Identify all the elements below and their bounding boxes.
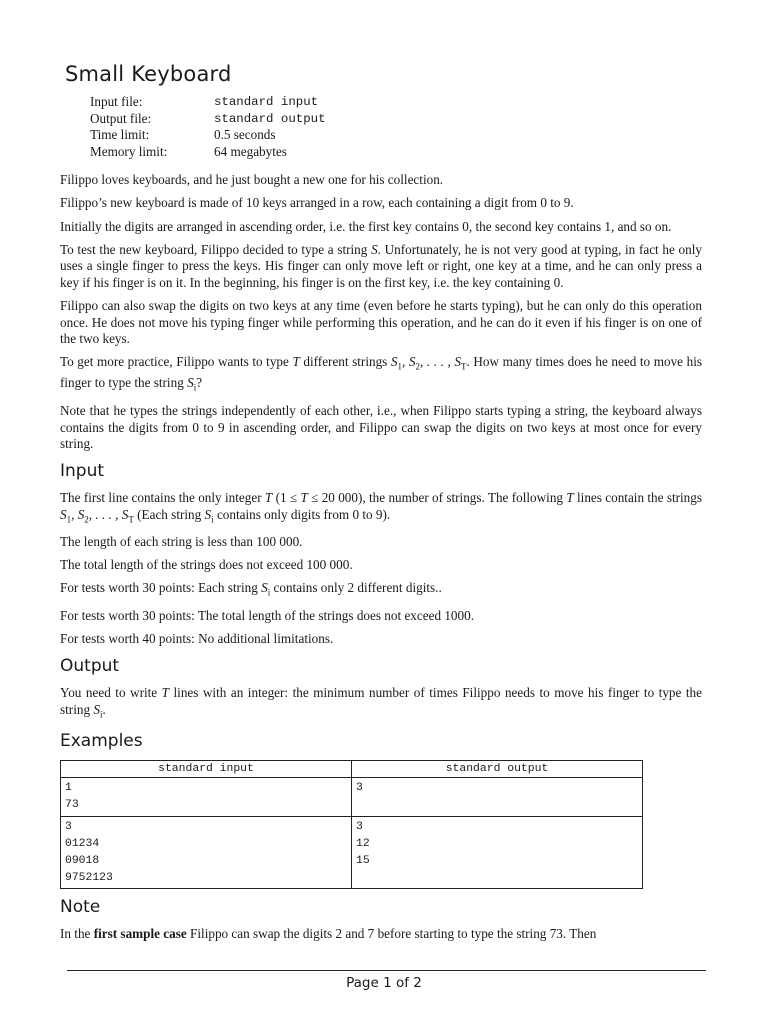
- problem-page: [60, 62, 702, 949]
- example-line: 15: [356, 854, 370, 867]
- statement-paragraph: Filippo’s new keyboard is made of 10 keys arranged in a row, each containing a digit from 0 to 9.: [60, 195, 574, 211]
- text-run: (Each string: [133, 506, 205, 522]
- input-paragraph: For tests worth 30 points: The total length of the strings does not exceed 1000.: [60, 608, 475, 624]
- column-header-input: standard input: [61, 760, 352, 777]
- examples-header-row: [61, 760, 643, 777]
- math-expression: $S_1$, $S_2$, . . . , $S_T$: [390, 354, 467, 372]
- math-var: T: [264, 489, 273, 505]
- statement-paragraph: [60, 242, 702, 292]
- limits-value: standard output: [214, 111, 326, 126]
- text-run: . Unfortunately, he is not very good at typing, in fact he only uses a single finger to press the keys. His finger can only move left or right, one key at a time, and he can only press a key if his finger is on it. In the beginning, his finger is on the first key, i.e. the key containing 0.: [60, 241, 702, 290]
- math-expression: $S_i$: [204, 506, 214, 525]
- input-paragraph: The length of each string is less than 100 000.: [60, 534, 303, 550]
- math-var: S: [371, 241, 378, 257]
- page-footer: Page 1 of 2: [346, 975, 422, 991]
- limits-key: Memory limit:: [90, 143, 168, 159]
- example-line: 12: [356, 837, 370, 850]
- problem-title: Small Keyboard: [65, 62, 232, 86]
- math-expression: $S_i$: [93, 701, 103, 720]
- example-row: [61, 777, 643, 816]
- examples-table: [60, 760, 643, 889]
- input-paragraph: For tests worth 40 points: No additional limitations.: [60, 631, 334, 647]
- example-line: 1: [65, 781, 72, 794]
- example-line: 01234: [65, 837, 100, 850]
- example-input-cell: [61, 816, 352, 888]
- text-run: You need to write: [60, 684, 162, 700]
- text-run: .: [102, 701, 106, 717]
- math-expression: $S_i$: [187, 375, 197, 394]
- limits-key: Input file:: [90, 94, 143, 109]
- statement-paragraph: Initially the digits are arranged in ascending order, i.e. the first key contains 0, the second key contains 1, and so on.: [60, 218, 672, 234]
- limits-row: [90, 144, 326, 161]
- example-line: 73: [65, 798, 79, 811]
- limits-key: Output file:: [90, 110, 152, 126]
- limits-value: standard input: [214, 95, 319, 109]
- limits-row: [90, 111, 326, 128]
- output-heading: Output: [60, 655, 120, 676]
- column-header-output: standard output: [352, 760, 643, 777]
- example-line: 9752123: [65, 871, 113, 884]
- example-output-cell: [352, 816, 643, 888]
- text-run: To get more practice, Filippo wants to type: [60, 354, 293, 370]
- example-input-cell: [61, 777, 352, 816]
- math-var: T: [292, 354, 300, 370]
- note-paragraph: [60, 926, 702, 943]
- example-line: 09018: [65, 854, 100, 867]
- text-run: lines with an integer: the minimum number of times Filippo needs to move his finger to type the string: [60, 684, 702, 717]
- limits-row: [90, 94, 326, 111]
- text-run: For tests worth 30 points: Each string: [60, 580, 262, 596]
- example-line: 3: [356, 781, 363, 794]
- note-heading: Note: [60, 896, 101, 917]
- output-paragraph: [60, 685, 702, 723]
- text-run: ?: [196, 375, 203, 391]
- text-run: lines contain the strings: [573, 489, 702, 505]
- bold-text: first sample case: [93, 925, 187, 941]
- limits-value: 64 megabytes: [214, 143, 287, 159]
- limits-value: 0.5 seconds: [214, 127, 276, 143]
- statement-paragraph: Note that he types the strings independently of each other, i.e., when Filippo starts typing a string, the keyboard always contains the digits from 0 to 9 in ascending order, and Filippo can swap the digits on two keys at most once for every string.: [60, 403, 702, 452]
- footer-divider: [67, 970, 706, 971]
- examples-heading: Examples: [60, 730, 143, 751]
- input-heading: Input: [60, 460, 105, 481]
- math-var: T: [566, 489, 574, 505]
- text-run: different strings: [299, 354, 391, 370]
- text-run: (1 ≤: [272, 489, 301, 505]
- input-paragraph: [60, 580, 702, 601]
- limits-key: Time limit:: [90, 127, 150, 143]
- input-paragraph: [60, 490, 702, 528]
- statement-paragraph: [60, 354, 702, 396]
- text-run: contains only digits from 0 to 9).: [213, 506, 391, 522]
- math-var: T: [300, 489, 308, 505]
- text-run: Filippo can swap the digits 2 and 7 before starting to type the string 73. Then: [186, 925, 597, 941]
- math-expression: $S_i$: [261, 580, 271, 599]
- text-run: To test the new keyboard, Filippo decided to type a string: [60, 241, 372, 257]
- math-var: T: [161, 684, 169, 700]
- text-run: ≤ 20 000), the number of strings. The following: [307, 489, 567, 505]
- math-expression: $S_1$, $S_2$, . . . , $S_T$: [60, 506, 134, 525]
- example-line: 3: [65, 820, 72, 833]
- input-paragraph: The total length of the strings does not exceed 100 000.: [60, 557, 353, 573]
- example-row: [61, 816, 643, 888]
- text-run: The first line contains the only integer: [60, 489, 265, 505]
- example-line: 3: [356, 820, 363, 833]
- statement-paragraph: Filippo loves keyboards, and he just bought a new one for his collection.: [60, 172, 444, 188]
- text-run: contains only 2 different digits..: [270, 580, 442, 596]
- limits-row: [90, 127, 326, 144]
- text-run: In the: [60, 925, 94, 941]
- example-output-cell: [352, 777, 643, 816]
- statement-paragraph: Filippo can also swap the digits on two keys at any time (even before he starts typing), but he can only do this operation once. He does not move his typing finger while performing this operation, and he can do it even if his finger is on one of the two keys.: [60, 297, 702, 347]
- limits-table: [90, 94, 326, 160]
- text-run: . How many times does he need to move his finger to type the string: [60, 354, 703, 391]
